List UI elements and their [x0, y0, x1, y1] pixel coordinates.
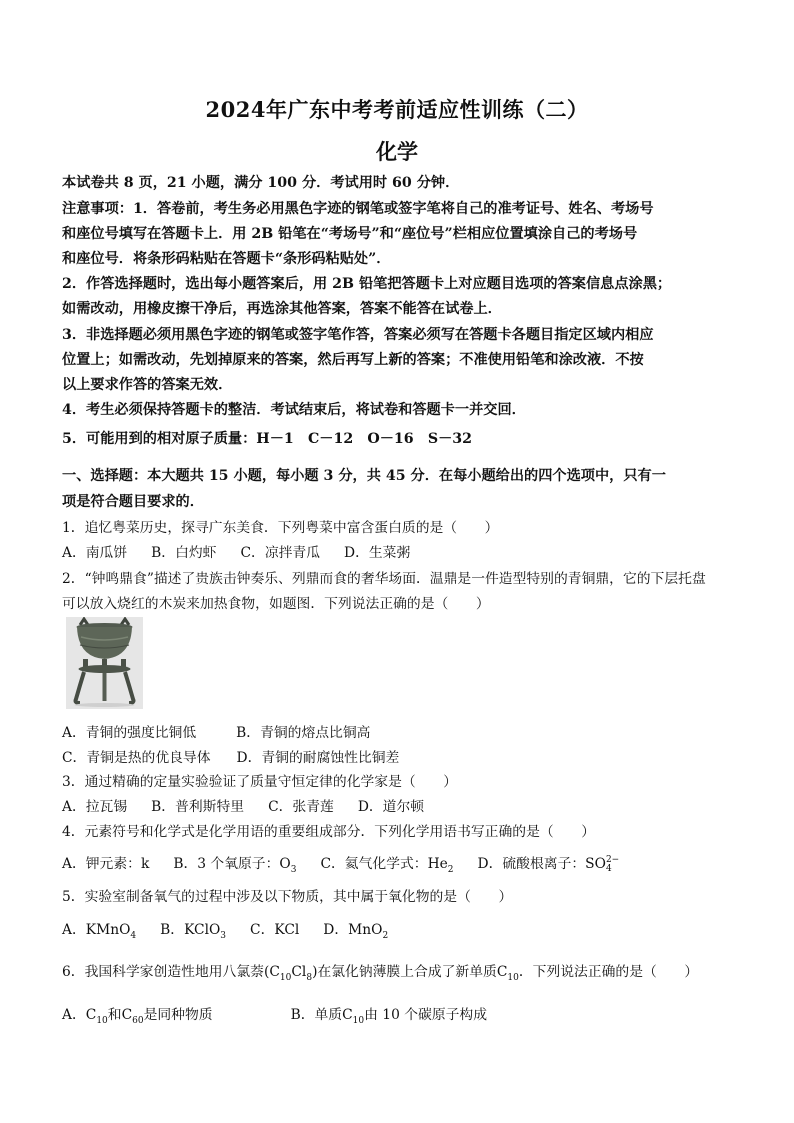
q3-options	[62, 795, 448, 815]
q1-option-d: D．生菜粥	[344, 545, 411, 561]
instruction-line: 3．非选择题必须用黑色字迹的钢笔或签字笔作答，答案必须写在答题卡各题目指定区域内相应	[62, 327, 654, 343]
q4-option-a: A．钾元素：k	[62, 856, 150, 872]
q5-option-a	[62, 918, 136, 941]
q6-stem-text: 6．我国科学家创造性地用八氯萘	[62, 964, 264, 980]
q1-option-b: B．白灼虾	[151, 545, 217, 561]
subject-title: 化学	[376, 139, 418, 164]
q5-option-b	[160, 918, 226, 941]
formula-part: )	[312, 964, 318, 980]
q6-stem-text: 在氯化钠薄膜上合成了新单质	[317, 964, 497, 980]
instruction-line: 如需改动，用橡皮擦干净后，再选涂其他答案，答案不能答在试卷上．	[62, 301, 502, 317]
subscript: 4	[130, 930, 137, 941]
instruction-line: 5．可能用到的相对原子质量：H－1 C－12 O－16 S－32	[62, 431, 473, 447]
q4-option-b	[173, 852, 296, 875]
q5-option-a-text: A．KMnO	[62, 922, 131, 938]
q4-option-b-text: B．3 个氧原子：O	[173, 856, 291, 872]
q6-option-a-text: 是同种物质	[143, 1007, 213, 1023]
subscript: 10	[96, 1015, 108, 1026]
formula-part: C	[496, 964, 508, 980]
ion-charge-stack	[606, 856, 619, 874]
q3-option-a: A．拉瓦锡	[62, 799, 128, 815]
subscript: 2	[447, 864, 454, 875]
q3-option-b: B．普利斯特里	[151, 799, 245, 815]
q2-stem-cont: 可以放入烧红的木炭来加热食物，如题图．下列说法正确的是（ ）	[62, 596, 490, 612]
q3-stem: 3．通过精确的定量实验验证了质量守恒定律的化学家是（ ）	[62, 774, 458, 790]
subscript: 10	[507, 972, 519, 983]
superscript: 2−	[605, 855, 620, 865]
q5-options	[62, 918, 412, 941]
q1-option-a: A．南瓜饼	[62, 545, 128, 561]
instruction-line: 和座位号．将条形码粘贴在答题卡“条形码粘贴处”．	[62, 251, 391, 267]
q5-option-d	[323, 918, 388, 941]
section-heading: 一、选择题：本大题共 15 小题，每小题 3 分，共 45 分．在每小题给出的四个选项中，只有一	[62, 468, 666, 484]
q1-options	[62, 541, 434, 561]
instruction-line: 注意事项：1．答卷前，考生务必用黑色字迹的钢笔或签字笔将自己的准考证号、姓名、考场号	[62, 201, 654, 217]
q6-stem-text: ．下列说法正确的是（ ）	[518, 964, 699, 980]
q6-option-b	[291, 1003, 487, 1026]
q2-option-a: A．青铜的强度比铜低	[62, 725, 197, 741]
q4-option-c	[320, 852, 453, 875]
instruction-line: 4．考生必须保持答题卡的整洁．考试结束后，将试卷和答题卡一并交回．	[62, 402, 526, 418]
q6-option-b-text: 由 10 个碳原子构成	[364, 1007, 488, 1023]
q6-options	[62, 1003, 511, 1026]
q4-option-d-text: D．硫酸根离子：SO	[477, 856, 606, 872]
instruction-line: 以上要求作答的答案无效．	[62, 377, 233, 393]
q6-option-a	[62, 1003, 213, 1026]
q6-stem	[62, 960, 698, 983]
subscript: 2	[382, 930, 389, 941]
q6-option-b-text: B．单质C	[290, 1007, 353, 1023]
subscript: 10	[279, 972, 292, 983]
section-heading-cont: 项是符合题目要求的．	[62, 494, 204, 510]
q4-options	[62, 852, 643, 875]
q6-option-a-text: A．C	[62, 1007, 97, 1023]
q3-option-c: C．张青莲	[268, 799, 334, 815]
bronze-ding-photo	[66, 617, 143, 709]
q2-stem: 2．“钟鸣鼎食”描述了贵族击钟奏乐、列鼎而食的奢华场面．温鼎是一件造型特别的青铜鼎，它的下层托盘	[62, 571, 706, 587]
subscript: 3	[290, 864, 297, 875]
instruction-line: 2．作答选择题时，选出每小题答案后，用 2B 铅笔把答题卡上对应题目选项的答案信息点涂黑；	[62, 276, 672, 292]
q1-option-c: C．凉拌青瓜	[240, 545, 321, 561]
subscript: 4	[605, 864, 612, 874]
formula-part: Cl	[291, 964, 307, 980]
subscript: 3	[220, 930, 227, 941]
q4-option-d	[478, 852, 620, 874]
q4-stem: 4．元素符号和化学式是化学用语的重要组成部分．下列化学用语书写正确的是（ ）	[62, 824, 596, 840]
q5-option-b-text: B．KClO	[160, 922, 221, 938]
q5-option-d-text: D．MnO	[323, 922, 383, 938]
instruction-line: 本试卷共 8 页，21 小题，满分 100 分．考试用时 60 分钟．	[62, 175, 460, 191]
q6-option-a-text: 和C	[107, 1007, 133, 1023]
subscript: 10	[352, 1015, 365, 1026]
q4-option-c-text: C．氦气化学式：He	[320, 856, 448, 872]
q3-option-d: D．道尔顿	[357, 799, 425, 815]
q5-option-c: C．KCl	[250, 922, 300, 938]
q5-stem: 5．实验室制备氧气的过程中涉及以下物质，其中属于氧化物的是（ ）	[62, 889, 513, 905]
subscript: 60	[132, 1015, 144, 1026]
subscript: 8	[306, 972, 313, 983]
page-title: 2024年广东中考考前适应性训练（二）	[205, 97, 589, 122]
q2-option-c: C．青铜是热的优良导体	[62, 750, 211, 766]
formula-part: (C	[263, 964, 280, 980]
q2-options-row2	[62, 746, 423, 766]
q2-option-d: D．青铜的耐腐蚀性比铜差	[236, 750, 400, 766]
q1-stem: 1．追忆粤菜历史，探寻广东美食．下列粤菜中富含蛋白质的是（ ）	[62, 520, 499, 536]
q2-option-b: B．青铜的熔点比铜高	[236, 725, 371, 741]
q2-options-row1	[62, 721, 394, 741]
instruction-line: 位置上；如需改动，先划掉原来的答案，然后再写上新的答案；不准使用铅笔和涂改液．不按	[62, 352, 644, 368]
instruction-line: 和座位号填写在答题卡上．用 2B 铅笔在“考场号”和“座位号”栏相应位置填涂自己的考场号	[62, 226, 638, 242]
